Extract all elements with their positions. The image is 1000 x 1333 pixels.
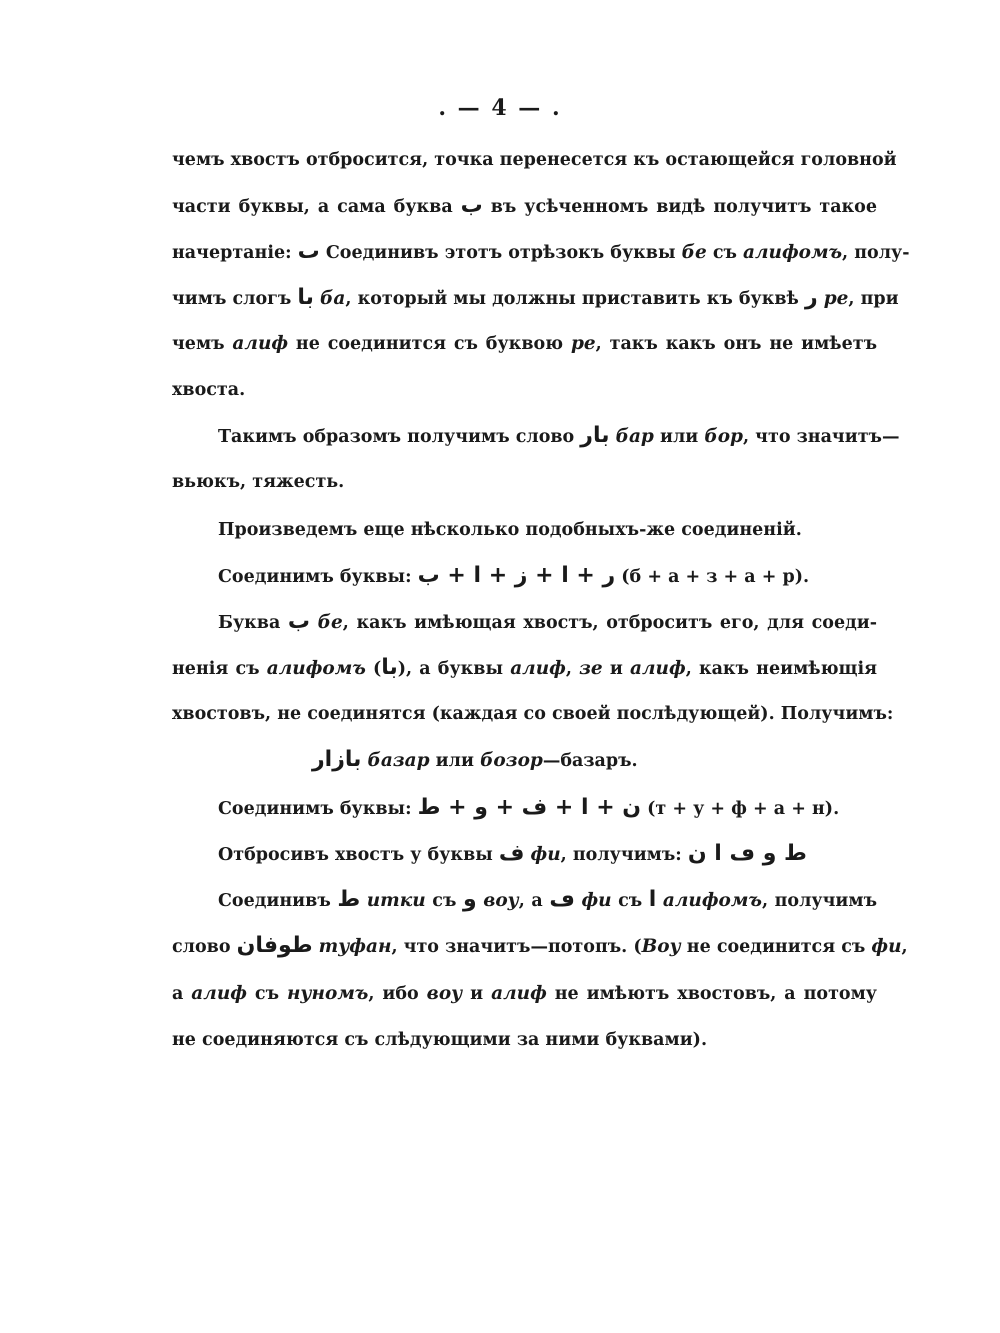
- text-line: [172, 656, 877, 681]
- arabic-word: با: [297, 285, 314, 310]
- arabic-word: بار: [580, 423, 610, 448]
- arabic-word: با: [381, 655, 398, 680]
- arabic-letter: ٮ: [297, 239, 320, 264]
- text: и: [462, 984, 492, 1004]
- italic-term: алиф: [191, 983, 247, 1004]
- text: Соединимъ буквы:: [218, 799, 418, 819]
- text: начертаніе:: [172, 243, 298, 263]
- text: съ: [246, 984, 287, 1004]
- text: не имѣютъ хвостовъ, а потому: [546, 984, 877, 1004]
- text: , при: [848, 289, 899, 309]
- text-line: [172, 239, 910, 265]
- text: съ: [425, 891, 463, 911]
- text: или: [653, 427, 705, 447]
- text: Такимъ образомъ получимъ слово: [218, 427, 581, 447]
- text: , ибо: [368, 984, 427, 1004]
- italic-term: бе: [317, 612, 343, 633]
- text: (: [365, 659, 382, 679]
- arabic-formula: ن + ا + ف + و + ط: [417, 795, 642, 820]
- arabic-word: طوفان: [236, 933, 313, 958]
- italic-term: алиф: [491, 983, 547, 1004]
- italic-term: алифомъ: [266, 658, 366, 679]
- text: , такъ какъ онъ не имѣетъ: [595, 334, 877, 354]
- text: чемъ: [172, 334, 233, 354]
- text: , какъ имѣющая хвостъ, отброситъ его, для соеди-: [342, 613, 877, 633]
- text: , получимъ:: [560, 845, 688, 865]
- text: не соединится съ буквою: [288, 334, 571, 354]
- text: а: [172, 984, 192, 1004]
- text: съ: [611, 891, 649, 911]
- text: и: [602, 659, 631, 679]
- arabic-letter: ا: [648, 887, 657, 912]
- italic-term: бар: [615, 426, 654, 447]
- italic-term: бозор: [480, 750, 543, 771]
- text: въ усѣченномъ видѣ получитъ такое: [482, 197, 877, 217]
- text-line: [218, 796, 877, 821]
- text: , который мы должны приставить къ буквѣ: [345, 289, 805, 309]
- text-line: [172, 933, 908, 959]
- italic-term: итки: [366, 890, 426, 911]
- italic-term: базар: [367, 750, 430, 771]
- text-line: [218, 888, 877, 913]
- text-line: [218, 610, 877, 635]
- text: ,: [565, 659, 580, 679]
- text-line: [312, 748, 712, 773]
- text-line: [172, 194, 877, 219]
- text: , что значитъ—потопъ. (: [391, 937, 642, 957]
- text: Соединивъ этотъ отрѣзокъ буквы: [319, 243, 682, 263]
- italic-term: фи: [871, 936, 902, 957]
- text: части буквы, а сама буква: [172, 197, 461, 217]
- italic-term: ре: [823, 288, 849, 309]
- space: [310, 613, 318, 633]
- text: , а: [518, 891, 550, 911]
- text-line: [172, 332, 877, 356]
- arabic-letter: ب: [287, 609, 311, 634]
- text-line: [218, 423, 900, 449]
- text-line: [172, 470, 877, 494]
- text-line: [172, 702, 894, 726]
- arabic-letter: ب: [460, 193, 483, 218]
- text-line: [172, 982, 877, 1006]
- italic-term: воу: [426, 983, 463, 1004]
- italic-term: ре: [570, 333, 596, 354]
- text: чимъ слогъ: [172, 289, 298, 309]
- arabic-letters: ط و ڡ ا ن: [687, 841, 807, 866]
- arabic-letter: و: [462, 887, 477, 912]
- arabic-letter: ط: [337, 887, 361, 912]
- text-line: [172, 285, 899, 311]
- italic-term: бор: [704, 426, 743, 447]
- text: вьюкъ, тяжесть.: [172, 472, 345, 492]
- text-line: [172, 378, 877, 402]
- text-line: [172, 1028, 877, 1052]
- text: чемъ хвостъ отбросится, точка перенесется къ остающейся головной: [172, 150, 897, 170]
- text: хвоста.: [172, 380, 246, 400]
- text: хвостовъ, не соединятся (каждая со своей послѣдующей). Получимъ:: [172, 704, 894, 724]
- arabic-letter: ڡ: [549, 887, 575, 912]
- text: , полу-: [842, 243, 910, 263]
- text: , какъ неимѣющія: [685, 659, 878, 679]
- italic-term: нуномъ: [286, 983, 369, 1004]
- text: не соединится съ: [680, 937, 872, 957]
- italic-term: бе: [681, 242, 707, 263]
- text-line: [218, 518, 877, 542]
- italic-term: алиф: [630, 658, 686, 679]
- page-number: . — 4 — .: [438, 95, 562, 121]
- text: —базаръ.: [542, 751, 638, 771]
- arabic-letter: ر: [804, 285, 818, 310]
- text: , получимъ: [761, 891, 878, 911]
- text: или: [429, 751, 481, 771]
- text: (т + у + ф + а + н).: [641, 799, 840, 819]
- italic-term: алиф: [232, 333, 289, 354]
- text: не соединяются съ слѣдующими за ними буквами).: [172, 1030, 708, 1050]
- text: слово: [172, 937, 237, 957]
- italic-term: туфан: [318, 936, 392, 957]
- italic-term: алифомъ: [662, 890, 762, 911]
- text: ,: [901, 937, 908, 957]
- text-line: [218, 842, 877, 867]
- italic-term: Воу: [641, 936, 681, 957]
- text: Соединимъ буквы:: [218, 567, 418, 587]
- text: Соединивъ: [218, 891, 338, 911]
- arabic-formula: ر + ا + ز + ا + ب: [417, 563, 616, 588]
- italic-term: фи: [530, 844, 561, 865]
- italic-term: фи: [581, 890, 612, 911]
- italic-term: ба: [320, 288, 346, 309]
- italic-term: воу: [483, 890, 519, 911]
- text: Буква: [218, 613, 288, 633]
- text: ненія съ: [172, 659, 267, 679]
- arabic-word: بازار: [312, 747, 362, 772]
- text: (б + а + з + а + р).: [615, 567, 810, 587]
- arabic-letter: ف: [498, 841, 525, 866]
- italic-term: алифомъ: [743, 242, 843, 263]
- text: Произведемъ еще нѣсколько подобныхъ-же соединеній.: [218, 520, 802, 540]
- text: съ: [706, 243, 743, 263]
- italic-term: алиф: [510, 658, 566, 679]
- italic-term: зе: [579, 658, 603, 679]
- text-line: [172, 148, 897, 172]
- text-line: [218, 564, 877, 589]
- text: ), а буквы: [397, 659, 511, 679]
- text: Отбросивъ хвостъ у буквы: [218, 845, 499, 865]
- text: , что значитъ—: [743, 427, 900, 447]
